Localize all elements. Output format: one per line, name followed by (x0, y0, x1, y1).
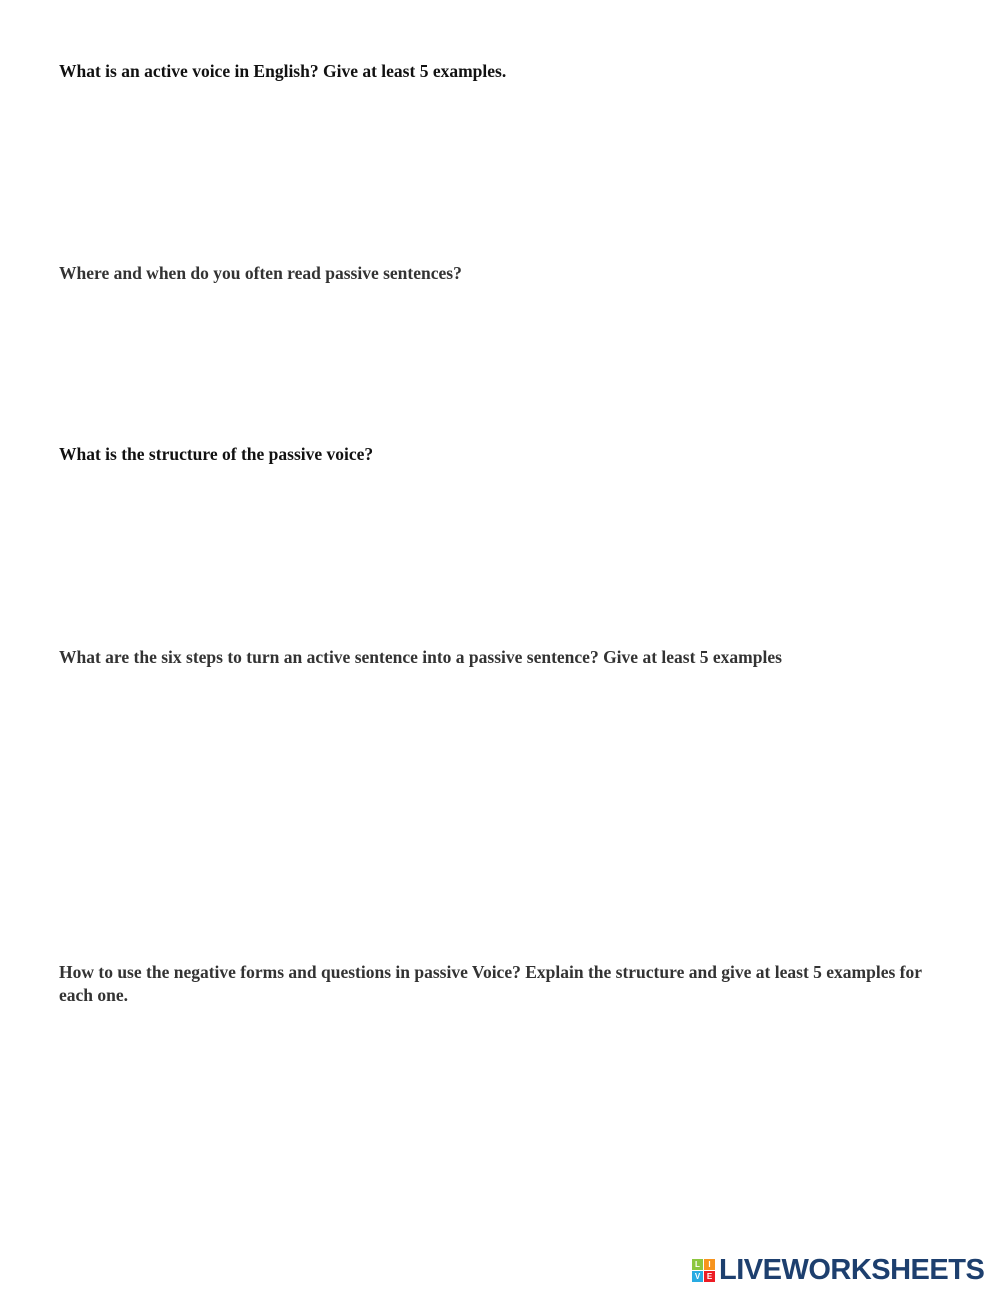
question-5: How to use the negative forms and questions in passive Voice? Explain the structure and give at least 5 examples for each one. (59, 962, 922, 1005)
logo-mark-cell: E (704, 1271, 715, 1282)
question-1: What is an active voice in English? Give at least 5 examples. (59, 61, 507, 81)
question-3: What is the structure of the passive voice? (59, 444, 374, 464)
question-2: Where and when do you often read passive sentences? (59, 263, 462, 283)
liveworksheets-logo-text: LIVEWORKSHEETS (719, 1254, 985, 1286)
logo-mark-cell: I (704, 1259, 715, 1270)
logo-mark-cell: V (692, 1271, 703, 1282)
question-4: What are the six steps to turn an active sentence into a passive sentence? Give at least 5 examples (59, 647, 782, 667)
liveworksheets-logo-icon (692, 1259, 715, 1282)
logo-mark-cell: L (692, 1259, 703, 1270)
liveworksheets-logo (692, 1256, 984, 1284)
